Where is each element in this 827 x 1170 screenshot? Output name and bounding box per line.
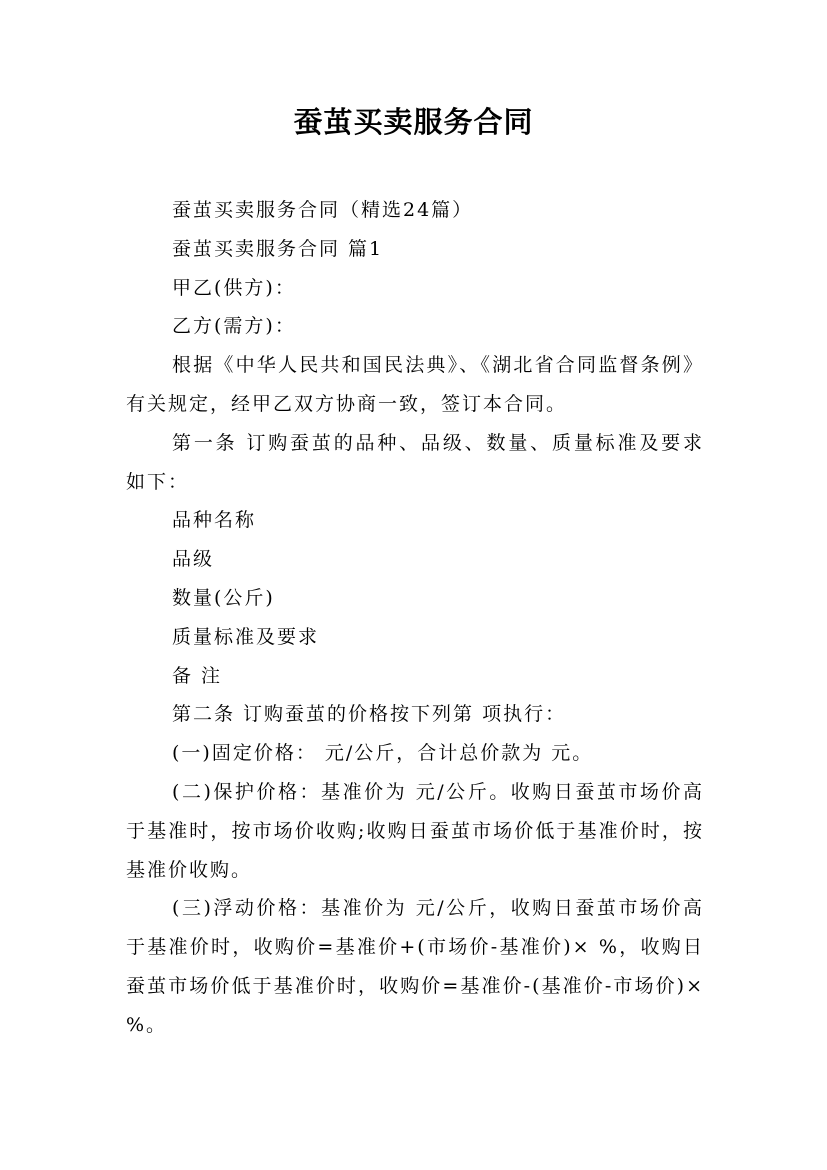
paragraph-remarks: 备 注 [172, 664, 223, 687]
paragraph-quantity: 数量(公斤) [172, 586, 275, 609]
paragraph-party-a: 甲乙(供方)： [172, 276, 296, 299]
paragraph-article-1: 第一条 订购蚕茧的品种、品级、数量、质量标准及要求如下： [126, 431, 704, 493]
paragraph-section-heading: 蚕茧买卖服务合同 篇1 [172, 237, 384, 260]
document-body [126, 191, 704, 1045]
document-title: 蚕茧买卖服务合同 [293, 105, 534, 139]
paragraph-legal-basis: 根据《中华人民共和国民法典》、《湖北省合同监督条例》有关规定，经甲乙双方协商一致，签订本合同。 [126, 354, 704, 415]
paragraph-subtitle: 蚕茧买卖服务合同（精选24篇） [172, 199, 474, 221]
paragraph-quality-standard: 质量标准及要求 [172, 625, 320, 648]
paragraph-protected-price: (二)保护价格：基准价为 元/公斤。收购日蚕茧市场价高于基准时，按市场价收购;收购日蚕茧市场价低于基准价时，按基准价收购。 [126, 780, 704, 881]
paragraph-floating-price: (三)浮动价格：基准价为 元/公斤，收购日蚕茧市场价高于基准价时，收购价=基准价+(市场价-基准价)× %，收购日蚕茧市场价低于基准价时，收购价=基准价-(基准价-市场价)× %。 [126, 897, 704, 1036]
paragraph-fixed-price: (一)固定价格： 元/公斤，合计总价款为 元。 [172, 742, 594, 765]
paragraph-grade: 品级 [172, 548, 215, 571]
paragraph-variety-name: 品种名称 [172, 509, 257, 532]
paragraph-party-b: 乙方(需方)： [172, 315, 296, 338]
paragraph-article-2: 第二条 订购蚕茧的价格按下列第 项执行： [172, 703, 567, 726]
